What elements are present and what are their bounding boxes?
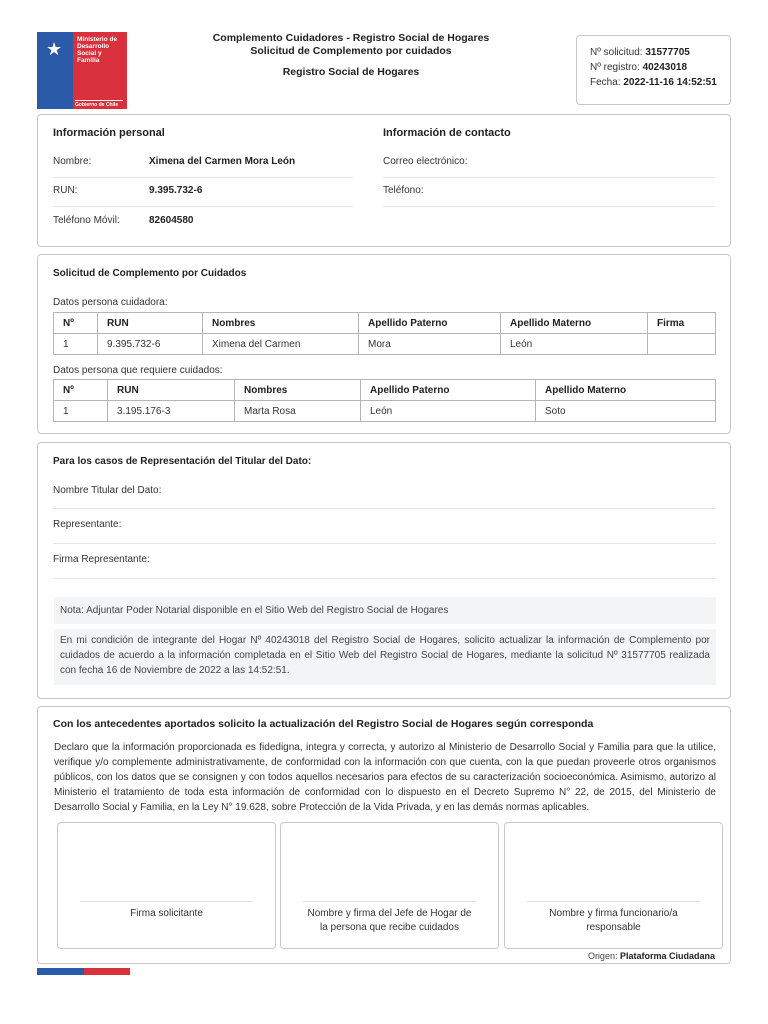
table-cell: Mora	[359, 334, 501, 355]
footer-brand-bar-red	[84, 968, 130, 975]
table-cell: Marta Rosa	[235, 401, 361, 422]
personal-info-section	[37, 114, 731, 247]
request-meta-box	[576, 35, 731, 105]
signature-cell	[648, 334, 716, 355]
table-header: Firma	[648, 313, 716, 334]
representation-section	[37, 442, 731, 699]
table-header: Nº	[54, 313, 98, 334]
table-header: Nombres	[235, 380, 361, 401]
table-row	[54, 401, 716, 422]
footer-brand-bar-blue	[37, 968, 84, 975]
table-cell: Ximena del Carmen	[203, 334, 359, 355]
logo-org-text: Ministerio de Desarrollo Social y Familia	[77, 36, 118, 64]
table-cell: 1	[54, 334, 98, 355]
mobile-label: Teléfono Móvil:	[53, 215, 120, 226]
table-header-row	[54, 313, 716, 334]
name-value: Ximena del Carmen Mora León	[149, 156, 296, 167]
table-header: Apellido Paterno	[361, 380, 536, 401]
registry-number: Nº registro: 40243018	[590, 62, 688, 73]
table-header: Apellido Paterno	[359, 313, 501, 334]
table-cell: 1	[54, 401, 108, 422]
table-header: RUN	[108, 380, 235, 401]
table-cell: León	[361, 401, 536, 422]
email-label: Correo electrónico:	[383, 156, 468, 167]
caregiver-table	[53, 312, 716, 355]
representative-signature-label: Firma Representante:	[53, 554, 150, 565]
official-signature-box	[504, 822, 723, 949]
table-cell: 3.195.176-3	[108, 401, 235, 422]
representation-heading: Para los casos de Representación del Titular del Dato:	[53, 456, 312, 467]
declaration-heading: Con los antecedentes aportados solicito la actualización del Registro Social de Hogares según corresponda	[53, 718, 594, 730]
notary-note: Nota: Adjuntar Poder Notarial disponible en el Sitio Web del Registro Social de Hogares	[54, 597, 716, 624]
phone-label: Teléfono:	[383, 185, 424, 196]
logo-gov-text: Gobierno de Chile	[75, 100, 123, 108]
document-registry-title: Registro Social de Hogares	[282, 66, 420, 78]
official-signature-caption: Nombre y firma funcionario/a responsable	[549, 908, 678, 933]
name-label: Nombre:	[53, 156, 92, 167]
head-of-household-signature-box	[280, 822, 499, 949]
document-title: Complemento Cuidadores - Registro Social de Hogares	[212, 32, 490, 44]
ministry-logo	[37, 32, 127, 109]
personal-info-heading: Información personal	[53, 127, 165, 139]
declaration-text: Declaro que la información proporcionada es fidedigna, integra y correcta, y autorizo al Ministerio de Desarrollo Social y Familia para que la utilice, verifique y/o complemente administrativamente, de conformidad con la información con que cuenta, con la que puedan proveerle otros organismos públicos, con los datos que se consignen y con todos aquellos necesarios para efectos de su caracterización socioeconómica. Asimismo, autorizo al Ministerio el tratamiento de toda esta información de conformidad con lo dispuesto en el Decreto Supremo N° 22, de 2015, del Ministerio de Desarrollo Social y Familia, en la Ley N° 19.628, sobre Protección de la Vida Privada, y en las demás normas aplicables.	[54, 742, 716, 813]
table-header: Nombres	[203, 313, 359, 334]
request-date: Fecha: 2022-11-16 14:52:51	[590, 77, 717, 88]
star-icon: ★	[46, 39, 63, 59]
care-recipient-table	[53, 379, 716, 422]
table-cell: 9.395.732-6	[98, 334, 203, 355]
applicant-signature-caption: Firma solicitante	[130, 908, 203, 919]
applicant-signature-box	[57, 822, 276, 949]
table-cell: León	[501, 334, 648, 355]
contact-info-heading: Información de contacto	[383, 127, 511, 139]
head-of-household-signature-caption: Nombre y firma del Jefe de Hogar de la persona que recibe cuidados	[307, 908, 472, 933]
caregiver-label: Datos persona cuidadora:	[53, 297, 168, 308]
care-request-section	[37, 254, 731, 434]
representative-label: Representante:	[53, 519, 122, 530]
table-header: Apellido Materno	[501, 313, 648, 334]
data-holder-label: Nombre Titular del Dato:	[53, 485, 162, 496]
request-number: Nº solicitud: 31577705	[590, 47, 690, 58]
table-row	[54, 334, 716, 355]
mobile-value: 82604580	[149, 215, 194, 226]
table-header-row	[54, 380, 716, 401]
run-value: 9.395.732-6	[149, 185, 203, 196]
document-subtitle: Solicitud de Complemento por cuidados	[250, 45, 452, 57]
table-cell: Soto	[536, 401, 716, 422]
origin-text: Origen: Plataforma Ciudadana	[587, 951, 715, 961]
table-header: Apellido Materno	[536, 380, 716, 401]
condition-statement: En mi condición de integrante del Hogar Nº 40243018 del Registro Social de Hogares, solicito actualizar la información de Complemento por cuidados de acuerdo a la información completada en el Sitio Web del Registro Social de Hogares, mediante la solicitud Nº 31577705 realizada con fecha 16 de Noviembre de 2022 a las 14:52:51.	[54, 629, 716, 685]
care-recipient-label: Datos persona que requiere cuidados:	[53, 365, 223, 376]
table-header: RUN	[98, 313, 203, 334]
run-label: RUN:	[53, 185, 78, 196]
care-request-heading: Solicitud de Complemento por Cuidados	[53, 268, 247, 279]
table-header: Nº	[54, 380, 108, 401]
